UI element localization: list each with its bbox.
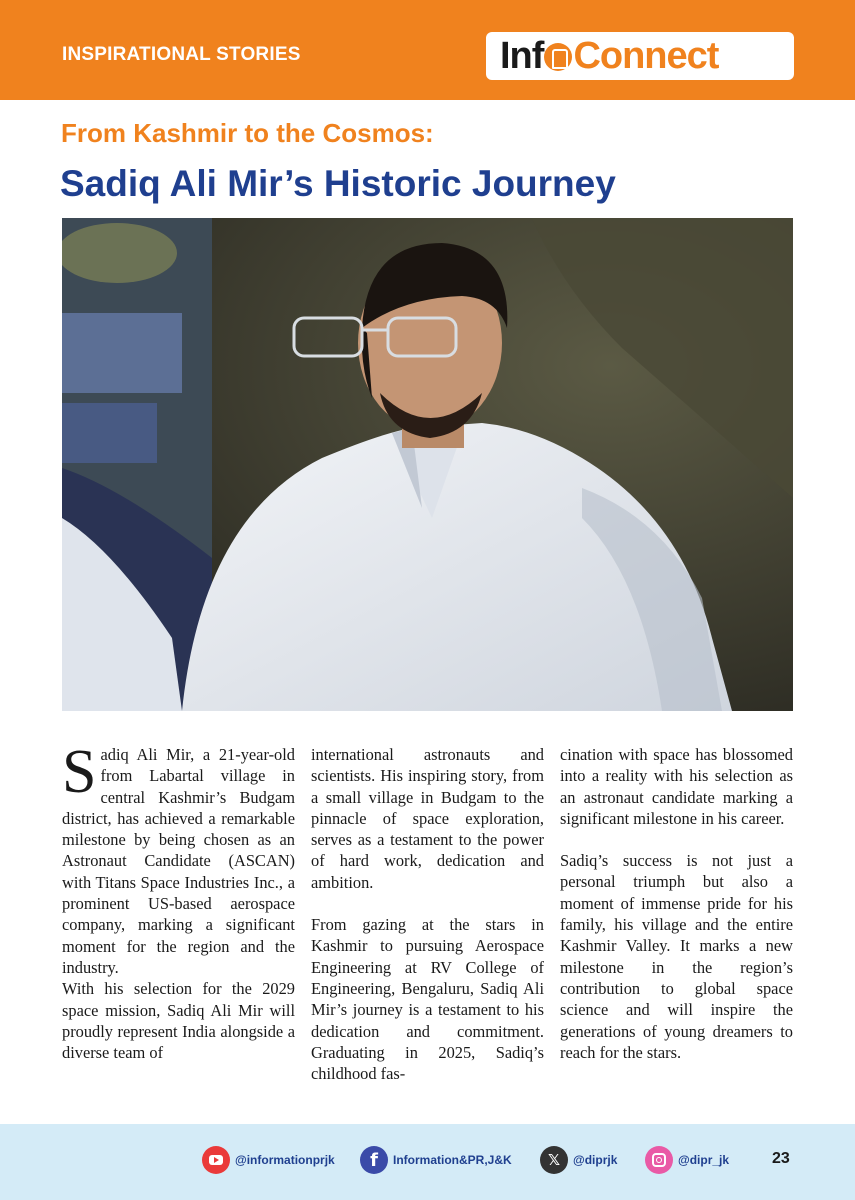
facebook-icon: f — [360, 1146, 388, 1174]
youtube-handle: @informationprjk — [235, 1153, 335, 1167]
article-kicker: From Kashmir to the Cosmos: — [61, 118, 434, 148]
x-handle: @diprjk — [573, 1153, 618, 1167]
instagram-handle: @dipr_jk — [678, 1153, 730, 1167]
facebook-link[interactable] — [360, 1146, 512, 1174]
logo-text-connect: Connect — [573, 34, 719, 77]
article-paragraph: From gazing at the stars in Kashmir to pursuing Aerospace Engineering at RV College of Engineering, Bengaluru, Sadiq Ali Mir’s journey is a testament to his dedication and commitment. Graduating in 2025, Sadiq’s childhood fas- — [311, 915, 544, 1084]
article-column-3 — [560, 744, 793, 1063]
article-paragraph: Sadiq’s success is not just a personal triumph but also a moment of immense pride for his family, his village and the entire Kashmir Valley. It marks a new milestone in the region’s contribution to global space science and will inspire the generations of young dreamers to reach for the stars. — [560, 851, 793, 1062]
page-number: 23 — [772, 1150, 790, 1167]
instagram-icon — [645, 1146, 673, 1174]
youtube-icon — [202, 1146, 230, 1174]
facebook-handle: Information&PR,J&K — [393, 1153, 512, 1167]
drop-cap: S — [62, 738, 97, 806]
article-paragraph — [62, 738, 295, 978]
logo-text-inf: Inf — [500, 34, 544, 77]
article-headline: Sadiq Ali Mir’s Historic Journey — [60, 163, 616, 204]
x-link[interactable] — [540, 1146, 617, 1174]
paragraph-gap — [311, 893, 544, 914]
infoconnect-logo — [486, 32, 794, 80]
article-column-2 — [311, 744, 544, 1084]
portrait-photo-illustration — [62, 218, 793, 711]
state-emblem-icon — [544, 43, 572, 71]
x-icon: 𝕏 — [540, 1146, 568, 1174]
article-paragraph: With his selection for the 2029 space mission, Sadiq Ali Mir will proudly represent India alongside a diverse team of — [62, 979, 295, 1063]
paragraph-text: adiq Ali Mir, a 21-year-old from Labartal village in central Kashmir’s Budgam district, has achieved a remarkable milestone by being chosen as an Astronaut Candidate (ASCAN) with Titans Space Industries Inc., a prominent US-based aerospace company, marking a significant moment for the region and the industry. — [62, 745, 295, 977]
portrait-photo — [62, 218, 793, 711]
section-label: INSPIRATIONAL STORIES — [62, 44, 301, 65]
article-paragraph: cination with space has blossomed into a reality with his selection as an astronaut candidate marking a significant milestone in his career. — [560, 745, 793, 828]
youtube-link[interactable] — [202, 1146, 335, 1174]
paragraph-gap — [560, 829, 793, 850]
article-paragraph: international astronauts and scientists. His inspiring story, from a small village in Budgam to the pinnacle of space exploration, serves as a testament to the power of hard work, dedication and ambition. — [311, 745, 544, 892]
article-column-1 — [62, 738, 295, 1063]
instagram-link[interactable] — [645, 1146, 729, 1174]
